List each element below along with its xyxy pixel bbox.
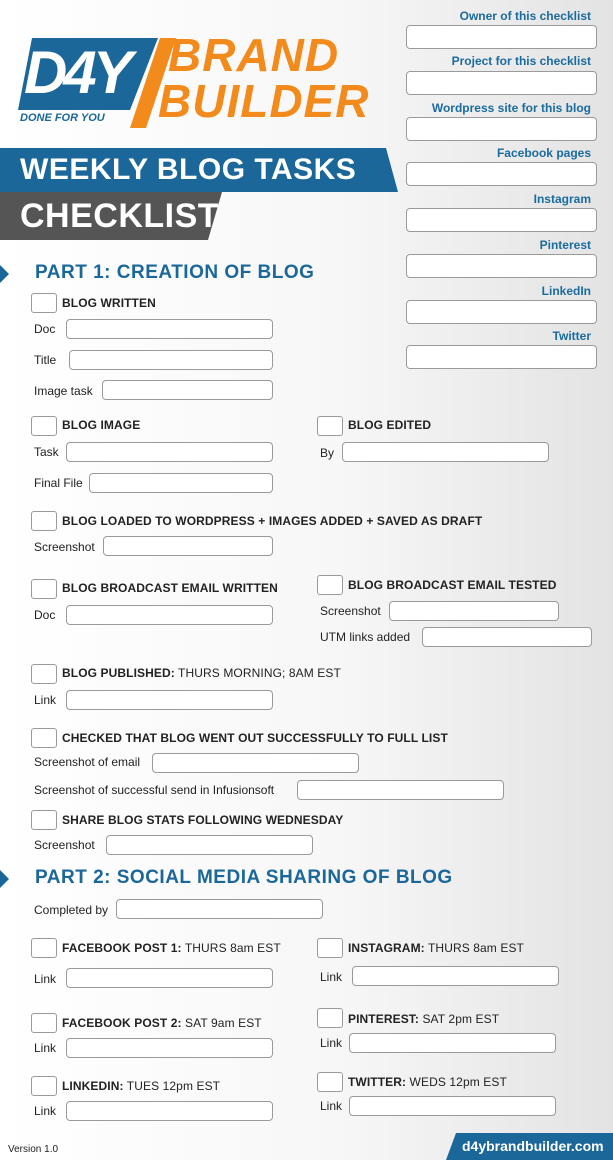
task-facebook-post-1-title: FACEBOOK POST 1: xyxy=(62,941,182,955)
info-field-owner[interactable] xyxy=(406,25,597,49)
task-twitter-title: TWITTER: xyxy=(348,1075,407,1089)
info-label-instagram: Instagram xyxy=(533,192,591,206)
info-field-wordpress[interactable] xyxy=(406,117,597,141)
checkbox-facebook-post-1[interactable] xyxy=(31,938,57,958)
checkbox-checked[interactable] xyxy=(31,728,57,748)
label-completed-by: Completed by xyxy=(34,903,109,917)
field-link-linkedin[interactable] xyxy=(66,1101,273,1121)
checkbox-blog-loaded[interactable] xyxy=(31,511,57,531)
info-label-pinterest: Pinterest xyxy=(539,238,591,252)
field-screenshot-tested[interactable] xyxy=(389,601,559,621)
footer-website[interactable]: d4ybrandbuilder.com xyxy=(462,1138,604,1154)
checkbox-blog-image[interactable] xyxy=(31,416,57,436)
field-utm[interactable] xyxy=(422,627,592,647)
field-task[interactable] xyxy=(66,442,273,462)
checkbox-facebook-post-2[interactable] xyxy=(31,1013,57,1033)
label-by: By xyxy=(320,446,335,460)
field-completed-by[interactable] xyxy=(116,899,323,919)
task-linkedin-time: TUES 12pm EST xyxy=(123,1079,221,1093)
field-image-task[interactable] xyxy=(102,380,273,400)
field-screenshot-loaded[interactable] xyxy=(103,536,273,556)
task-email-tested: BLOG BROADCAST EMAIL TESTED xyxy=(348,578,557,592)
info-field-project[interactable] xyxy=(406,71,597,95)
label-screenshot-stats: Screenshot xyxy=(34,838,95,852)
task-stats: SHARE BLOG STATS FOLLOWING WEDNESDAY xyxy=(62,813,344,827)
label-link-pinterest: Link xyxy=(320,1036,343,1050)
task-facebook-post-1-time: THURS 8am EST xyxy=(181,941,281,955)
field-link-pinterest[interactable] xyxy=(349,1033,556,1053)
task-instagram xyxy=(348,941,524,955)
checkbox-blog-edited[interactable] xyxy=(317,416,343,436)
field-link-facebook-2[interactable] xyxy=(66,1038,273,1058)
brand-logo xyxy=(18,30,378,130)
task-blog-loaded: BLOG LOADED TO WORDPRESS + IMAGES ADDED + SAVED AS DRAFT xyxy=(62,514,483,528)
label-screenshot-tested: Screenshot xyxy=(320,604,381,618)
task-published-time: THURS MORNING; 8AM EST xyxy=(174,666,341,680)
task-twitter-time: WEDS 12pm EST xyxy=(406,1075,507,1089)
field-link-published[interactable] xyxy=(66,690,273,710)
task-instagram-title: INSTAGRAM: xyxy=(348,941,425,955)
label-link-facebook-2: Link xyxy=(34,1041,57,1055)
checkbox-instagram[interactable] xyxy=(317,938,343,958)
checkbox-blog-written[interactable] xyxy=(31,293,57,313)
checkbox-email-written[interactable] xyxy=(31,579,57,599)
task-pinterest-title: PINTEREST: xyxy=(348,1012,420,1026)
field-screenshot-stats[interactable] xyxy=(106,835,313,855)
field-link-instagram[interactable] xyxy=(352,966,559,986)
task-published xyxy=(62,666,341,680)
info-label-wordpress: Wordpress site for this blog xyxy=(431,101,591,115)
logo-tagline: DONE FOR YOU xyxy=(20,112,105,124)
label-link-published: Link xyxy=(34,693,57,707)
task-linkedin-title: LINKEDIN: xyxy=(62,1079,124,1093)
checkbox-pinterest[interactable] xyxy=(317,1008,343,1028)
info-field-pinterest[interactable] xyxy=(406,254,597,278)
task-pinterest-time: SAT 2pm EST xyxy=(419,1012,500,1026)
task-checked: CHECKED THAT BLOG WENT OUT SUCCESSFULLY TO FULL LIST xyxy=(62,731,448,745)
label-screenshot-send: Screenshot of successful send in Infusionsoft xyxy=(34,783,275,797)
info-field-facebook[interactable] xyxy=(406,162,597,186)
task-twitter xyxy=(348,1075,507,1089)
field-doc-email[interactable] xyxy=(66,605,273,625)
info-field-instagram[interactable] xyxy=(406,208,597,232)
title-banner: WEEKLY BLOG TASKS xyxy=(20,153,357,186)
info-label-project: Project for this checklist xyxy=(451,54,591,68)
label-utm: UTM links added xyxy=(320,630,411,644)
part1-arrow-icon xyxy=(0,265,9,283)
task-blog-image: BLOG IMAGE xyxy=(62,418,141,432)
task-published-title: BLOG PUBLISHED: xyxy=(62,666,175,680)
field-doc[interactable] xyxy=(66,319,273,339)
subtitle-banner: CHECKLIST xyxy=(20,197,220,235)
label-doc-email: Doc xyxy=(34,608,56,622)
logo-builder-word: BUILDER xyxy=(158,75,370,127)
info-field-linkedin[interactable] xyxy=(406,300,597,324)
checkbox-published[interactable] xyxy=(31,664,57,684)
version-label: Version 1.0 xyxy=(8,1144,59,1155)
checkbox-stats[interactable] xyxy=(31,810,57,830)
info-label-linkedin: LinkedIn xyxy=(541,284,591,298)
label-image-task: Image task xyxy=(34,384,93,398)
label-link-linkedin: Link xyxy=(34,1104,57,1118)
label-final-file: Final File xyxy=(34,476,83,490)
label-link-twitter: Link xyxy=(320,1099,343,1113)
checkbox-linkedin[interactable] xyxy=(31,1076,57,1096)
task-linkedin xyxy=(62,1079,220,1093)
label-link-facebook-1: Link xyxy=(34,972,57,986)
label-task: Task xyxy=(34,445,59,459)
task-facebook-post-2-time: SAT 9am EST xyxy=(181,1016,262,1030)
info-field-twitter[interactable] xyxy=(406,345,597,369)
field-screenshot-email[interactable] xyxy=(152,753,359,773)
task-blog-written: BLOG WRITTEN xyxy=(62,296,156,310)
field-by[interactable] xyxy=(342,442,549,462)
part1-heading: PART 1: CREATION OF BLOG xyxy=(35,262,315,283)
label-screenshot-loaded: Screenshot xyxy=(34,540,95,554)
field-link-facebook-1[interactable] xyxy=(66,968,273,988)
checkbox-email-tested[interactable] xyxy=(317,575,343,595)
checkbox-twitter[interactable] xyxy=(317,1072,343,1092)
logo-brand-word: BRAND xyxy=(168,29,340,81)
label-link-instagram: Link xyxy=(320,970,343,984)
field-final-file[interactable] xyxy=(89,473,273,493)
info-label-facebook: Facebook pages xyxy=(496,146,591,160)
task-email-written: BLOG BROADCAST EMAIL WRITTEN xyxy=(62,581,278,595)
label-screenshot-email: Screenshot of email xyxy=(34,755,141,769)
field-screenshot-send[interactable] xyxy=(297,780,504,800)
label-doc: Doc xyxy=(34,322,56,336)
task-blog-edited: BLOG EDITED xyxy=(348,418,432,432)
d4y-logo-text: D4Y xyxy=(24,39,129,106)
label-title: Title xyxy=(34,353,57,367)
field-link-twitter[interactable] xyxy=(349,1096,556,1116)
info-label-owner: Owner of this checklist xyxy=(459,9,591,23)
task-instagram-time: THURS 8am EST xyxy=(424,941,524,955)
info-label-twitter: Twitter xyxy=(552,329,591,343)
part2-heading: PART 2: SOCIAL MEDIA SHARING OF BLOG xyxy=(35,867,453,888)
part2-arrow-icon xyxy=(0,870,9,888)
task-facebook-post-1 xyxy=(62,941,281,955)
field-title[interactable] xyxy=(69,350,273,370)
task-facebook-post-2-title: FACEBOOK POST 2: xyxy=(62,1016,182,1030)
task-pinterest xyxy=(348,1012,499,1026)
task-facebook-post-2 xyxy=(62,1016,262,1030)
